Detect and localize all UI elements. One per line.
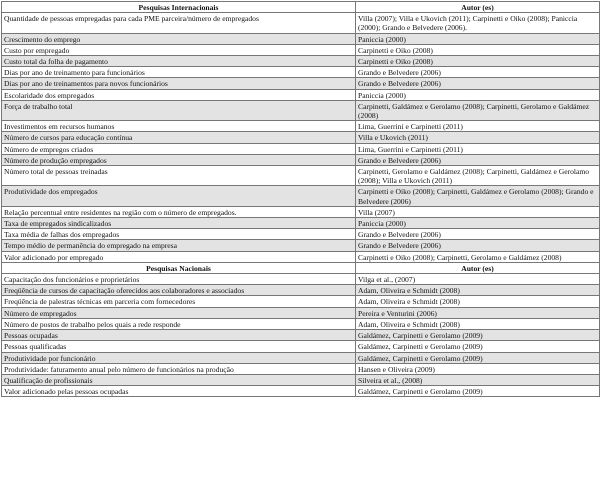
table-row [2,121,600,132]
table-row [2,13,600,33]
indicator-cell: Taxa de empregados sindicalizados [2,218,356,229]
indicator-cell: Capacitação dos funcionários e proprietários [2,274,356,285]
authors-cell: Lima, Guerrini e Carpinetti (2011) [356,143,600,154]
indicator-cell: Produtividade dos empregados [2,186,356,206]
international-header-authors: Autor (es) [356,2,600,13]
authors-cell: Carpinetti e Oiko (2008) [356,44,600,55]
indicator-cell: Pessoas qualificadas [2,341,356,352]
authors-cell: Grando e Belvedere (2006) [356,229,600,240]
indicator-cell: Número de postos de trabalho pelos quais a rede responde [2,318,356,329]
table-row [2,100,600,120]
indicator-cell: Freqüência de palestras técnicas em parceria com fornecedores [2,296,356,307]
authors-cell: Grando e Belvedere (2006) [356,67,600,78]
national-header-authors: Autor (es) [356,262,600,273]
authors-cell: Galdámez, Carpinetti e Gerolamo (2009) [356,352,600,363]
indicator-cell: Força de trabalho total [2,100,356,120]
authors-cell: Villa e Ukovich (2011) [356,132,600,143]
table-row [2,206,600,217]
indicator-cell: Dias por ano de treinamentos para novos funcionários [2,78,356,89]
indicator-cell: Produtividade: faturamento anual pelo número de funcionários na produção [2,363,356,374]
national-header-row [2,262,600,273]
authors-cell: Adam, Oliveira e Schmidt (2008) [356,285,600,296]
authors-cell: Lima, Guerrini e Carpinetti (2011) [356,121,600,132]
table-row [2,341,600,352]
authors-cell: Galdámez, Carpinetti e Gerolamo (2009) [356,341,600,352]
authors-cell: Paniccia (2000) [356,218,600,229]
indicators-table [1,1,600,397]
authors-cell: Grando e Belvedere (2006) [356,154,600,165]
table-row [2,44,600,55]
indicator-cell: Número de produção empregados [2,154,356,165]
indicator-cell: Crescimento do emprego [2,33,356,44]
indicator-cell: Tempo médio de permanência do empregado na empresa [2,240,356,251]
indicator-cell: Pessoas ocupadas [2,330,356,341]
indicator-cell: Valor adicionado por empregado [2,251,356,262]
authors-cell: Silveira et al., (2008) [356,374,600,385]
international-header-row [2,2,600,13]
indicator-cell: Freqüência de cursos de capacitação oferecidos aos colaboradores e associados [2,285,356,296]
indicator-cell: Custo por empregado [2,44,356,55]
authors-cell: Villa (2007) [356,206,600,217]
indicator-cell: Taxa média de falhas dos empregados [2,229,356,240]
table-row [2,56,600,67]
table-row [2,296,600,307]
table-row [2,330,600,341]
table-row [2,166,600,186]
table-row [2,154,600,165]
indicator-cell: Investimentos em recursos humanos [2,121,356,132]
table-row [2,318,600,329]
indicator-cell: Número de cursos para educação contínua [2,132,356,143]
authors-cell: Galdámez, Carpinetti e Gerolamo (2009) [356,330,600,341]
national-rows [2,274,600,397]
table-row [2,274,600,285]
authors-cell: Grando e Belvedere (2006) [356,240,600,251]
indicator-cell: Valor adicionado pelas pessoas ocupadas [2,386,356,397]
indicator-cell: Número de empregados [2,307,356,318]
table-row [2,352,600,363]
international-rows [2,13,600,263]
indicator-cell: Custo total da folha de pagamento [2,56,356,67]
table-row [2,374,600,385]
authors-cell: Pereira e Venturini (2006) [356,307,600,318]
table-row [2,229,600,240]
table-row [2,89,600,100]
authors-cell: Grando e Belvedere (2006) [356,78,600,89]
table-row [2,363,600,374]
authors-cell: Adam, Oliveira e Schmidt (2008) [356,318,600,329]
table-row [2,251,600,262]
indicator-cell: Dias por ano de treinamento para funcionários [2,67,356,78]
authors-cell: Carpinetti e Oiko (2008) [356,56,600,67]
table-row [2,218,600,229]
authors-cell: Carpinetti, Galdámez e Gerolamo (2008); Carpinetti, Gerolamo e Galdámez (2008) [356,100,600,120]
authors-cell: Villa (2007); Villa e Ukovich (2011); Carpinetti e Oiko (2008); Paniccia (2000); Grando e Belvedere (2006). [356,13,600,33]
authors-cell: Paniccia (2000) [356,33,600,44]
authors-cell: Hansen e Oliveira (2009) [356,363,600,374]
indicator-cell: Produtividade por funcionário [2,352,356,363]
authors-cell: Carpinetti e Oiko (2008); Carpinetti, Galdámez e Gerolamo (2008); Grando e Belvedere (2006) [356,186,600,206]
indicator-cell: Número total de pessoas treinadas [2,166,356,186]
authors-cell: Paniccia (2000) [356,89,600,100]
indicator-cell: Número de empregos criados [2,143,356,154]
indicator-cell: Quantidade de pessoas empregadas para cada PME parceira/número de empregados [2,13,356,33]
national-header-title: Pesquisas Nacionais [2,262,356,273]
table-row [2,33,600,44]
table-row [2,132,600,143]
table-row [2,307,600,318]
authors-cell: Carpinetti e Oiko (2008); Carpinetti, Gerolamo e Galdámez (2008) [356,251,600,262]
authors-cell: Adam, Oliveira e Schmidt (2008) [356,296,600,307]
table-row [2,67,600,78]
table-row [2,143,600,154]
table-row [2,186,600,206]
indicator-cell: Qualificação de profissionais [2,374,356,385]
authors-cell: Galdámez, Carpinetti e Gerolamo (2009) [356,386,600,397]
indicator-cell: Escolaridade dos empregados [2,89,356,100]
authors-cell: Vilga et al., (2007) [356,274,600,285]
international-header-title: Pesquisas Internacionais [2,2,356,13]
table-row [2,285,600,296]
table-row [2,386,600,397]
indicator-cell: Relação percentual entre residentes na região com o número de empregados. [2,206,356,217]
table-row [2,78,600,89]
authors-cell: Carpinetti, Gerolamo e Galdámez (2008); Carpinetti, Galdámez e Gerolamo (2008); Villa e Ukovich (2011) [356,166,600,186]
table-row [2,240,600,251]
